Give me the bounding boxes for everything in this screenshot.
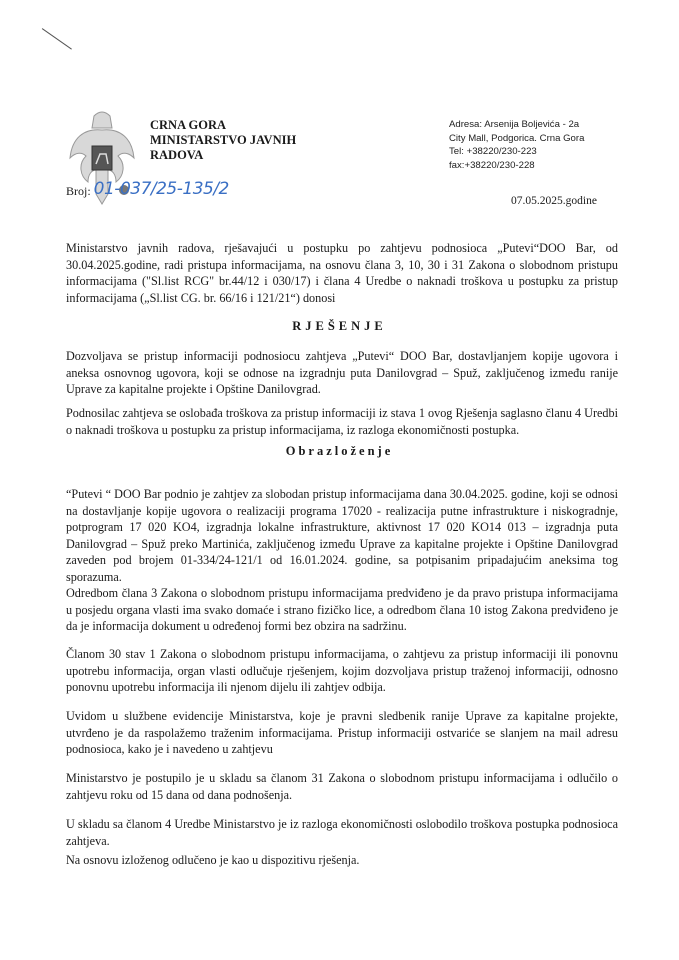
intro-paragraph: Ministarstvo javnih radova, rješavajući u postupku po zahtjevu podnosioca „Putevi“DOO Bar, od 30.04.2025.godine, radi pristupa informacijama, na osnovu člana 3, 10, 30 i 31 Zakona o slobodnom pristupu informacijama ("Sl.list RCG" br.44/12 i 030/17) i člana 4 Uredbe o naknadi troškova u postupku za pristup informacijama („Sl.list CG. br. 66/16 i 121/21“) donosi xyxy=(66,241,618,305)
organization-name xyxy=(150,118,296,163)
reasoning-title: Obrazloženje xyxy=(285,444,394,458)
org-line: CRNA GORA xyxy=(150,118,227,132)
address-line: Adresa: Arsenija Boljevića - 2a xyxy=(449,119,580,130)
decision-title: RJEŠENJE xyxy=(292,319,387,333)
org-line: RADOVA xyxy=(150,148,204,162)
reasoning-paragraph: Odredbom člana 3 Zakona o slobodnom pristupu informacijama predviđeno je da pravo pristupa informacijama u posjedu organa vlasti ima svako domaće i strano fizičko lice, a odredbom člana 10 istog Zakona predviđeno je da je informacija dokument u određenoj formi bez obzira na sadržinu. xyxy=(66,586,618,634)
document-date: 07.05.2025.godine xyxy=(511,195,597,207)
address-line: City Mall, Podgorica. Crna Gora xyxy=(449,132,585,144)
reasoning-paragraph: “Putevi “ DOO Bar podnio je zahtjev za slobodan pristup informacijama dana 30.04.2025. godine, koji se odnosi na dostavljanje kopije ugovora o realizaciji programa 17020 - realizacija putne infrastrukture i niskogradnje, potprogram 17 020 KO4, izgradnja lokalne infrastrukture, aktivnost 17 020 KO14 013 – izgradnja puta Danilovgrad – Spuž preko Martinića, zaključenog između Uprave za kapitalne projekte i Opštine Danilovgrad zaveden pod brojem 01-334/24-121/1 od 16.01.2024. godine, sa potpisanim pripadajućim aneksima tog sporazuma. xyxy=(66,487,618,584)
reasoning-paragraph: Ministarstvo je postupilo je u skladu sa članom 31 Zakona o slobodnom pristupu informacijama i odlučilo o zahtjevu roku od 15 dana od dana podnošenja. xyxy=(66,771,618,802)
reasoning-paragraph: Uvidom u službene evidencije Ministarstva, koje je pravni sledbenik ranije Uprave za kapitalne projekte, utvrđeno je da raspolažemo traženim informacijama. Pristup informaciji ostvariće se slanjem na mail adresu podnosioca, kako je i navedeno u zahtjevu xyxy=(66,709,618,757)
reasoning-paragraph: Na osnovu izloženog odlučeno je kao u dispozitivu rješenja. xyxy=(66,853,360,867)
broj-label: Broj: xyxy=(66,184,91,198)
handwritten-reference: 01-037/25-135/2 xyxy=(93,179,229,199)
org-line: MINISTARSTVO JAVNIH xyxy=(150,133,297,147)
reasoning-paragraph: U skladu sa članom 4 Uredbe Ministarstvo je iz razloga ekonomičnosti oslobodilo troškova postupka podnosioca zahtjeva. xyxy=(66,817,618,848)
address-line: fax:+38220/230-228 xyxy=(449,159,535,171)
pen-stroke-mark xyxy=(42,28,72,50)
reasoning-paragraph: Članom 30 stav 1 Zakona o slobodnom pristupu informacijama, o zahtjevu za pristup informaciji ili ponovnu upotrebu informacija, organ vlasti odlučuje rješenjem, kojim dozvoljava pristup traženoj informaciji, odnosno ponovnu upotrebu informacija ili njenom dijelu ili zahtjev odbija. xyxy=(66,647,618,695)
decision-paragraph: Dozvoljava se pristup informaciji podnosiocu zahtjeva „Putevi“ DOO Bar, dostavljanjem kopije ugovora i aneksa osnovnog ugovora, koji se odnose na izgradnju puta Danilovgrad – Spuž, zaključenog između ranije Uprave za kapitalne projekte i Opštine Danilovgrad. xyxy=(66,349,618,397)
decision-paragraph: Podnosilac zahtjeva se oslobađa troškova za pristup informaciji iz stava 1 ovog Rješenja saglasno članu 4 Uredbi o naknadi troškova u postupku za pristup informacijama, iz razloga ekonomičnosti postupka. xyxy=(66,406,618,437)
address-block xyxy=(449,118,584,172)
address-line: Tel: +38220/230-223 xyxy=(449,146,537,157)
reference-number xyxy=(66,172,229,199)
